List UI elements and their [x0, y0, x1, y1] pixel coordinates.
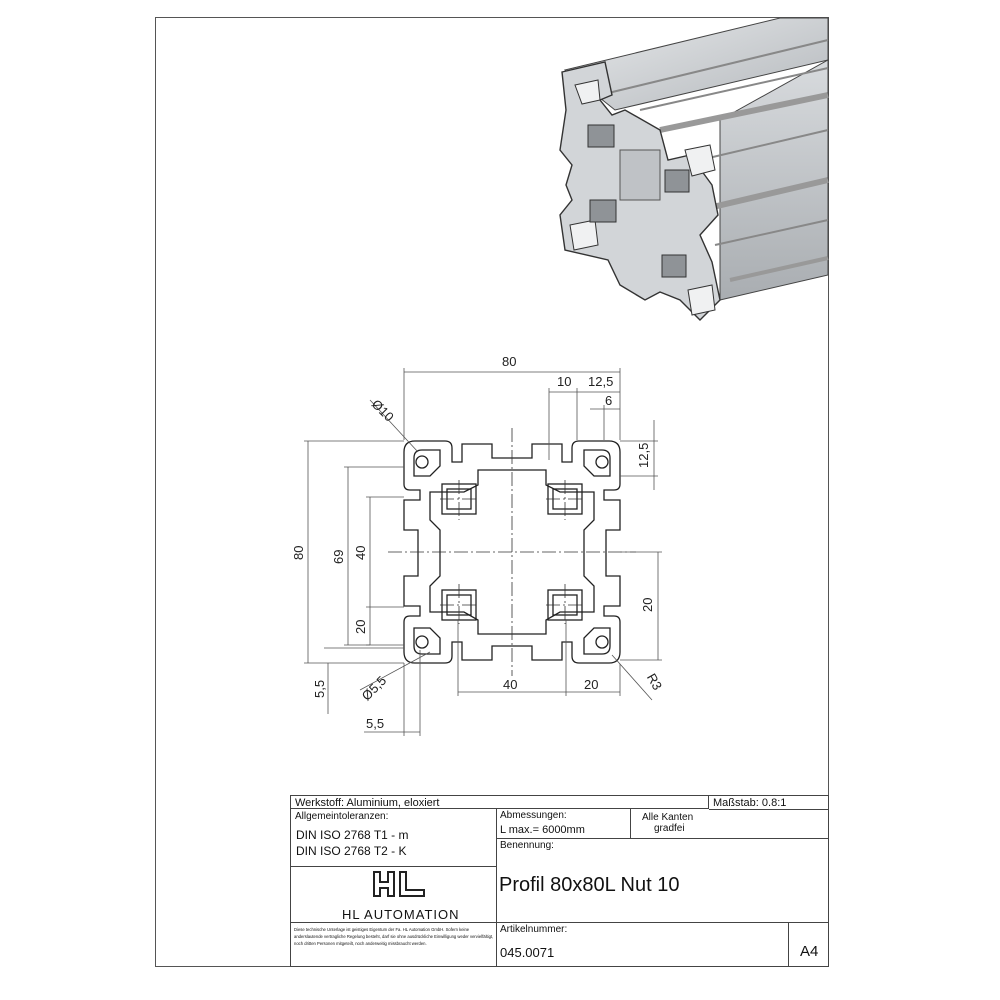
company-name: HL AUTOMATION: [342, 907, 460, 922]
dim-12-5-right: 12,5: [636, 442, 651, 468]
dim-diameter-10: Ø10: [368, 396, 397, 425]
dim-height-20-left: 20: [353, 619, 368, 634]
name-label: Benennung:: [500, 840, 554, 851]
length-max: L max.= 6000mm: [500, 824, 585, 836]
dim-radius-r3: R3: [643, 670, 666, 693]
dim-height-69: 69: [331, 549, 346, 564]
article-label: Artikelnummer:: [500, 924, 568, 935]
dim-height-40: 40: [353, 545, 368, 560]
dim-height-5-5: 5,5: [312, 679, 327, 698]
dim-height-20-right: 20: [640, 597, 655, 612]
dim-height-80: 80: [291, 545, 306, 560]
part-name: Profil 80x80L Nut 10: [499, 874, 680, 896]
dim-12-5-top: 12,5: [588, 374, 614, 389]
dim-diameter-5-5: Ø5,5: [358, 672, 390, 704]
dimensions-label: Abmessungen:: [500, 810, 567, 821]
legal-notice: Diese technische Unterlage ist geistiges Eigentum der Fa. HL Automation GmbH. Sofern keine anderslautende vertragliche Regelung besteht, darf sie ohne ausdrückliche Einwilligung weder vervielfältigt, noch dritten Personen mitgeteilt, noch anderweitig missbraucht werden.: [294, 927, 494, 946]
tolerances-label: Allgemeintoleranzen:: [295, 811, 389, 822]
dim-width-20: 20: [584, 677, 599, 692]
dim-slot-10: 10: [557, 374, 572, 389]
dim-width-80: 80: [502, 354, 517, 369]
article-number: 045.0071: [500, 945, 555, 960]
dim-width-5-5: 5,5: [366, 716, 385, 731]
tolerance-2: DIN ISO 2768 T2 - K: [296, 844, 407, 858]
dim-width-40: 40: [503, 677, 518, 692]
center-lines: [388, 428, 636, 676]
scale: Maßstab: 0.8:1: [713, 797, 787, 809]
edges-text-1: Alle Kanten: [642, 812, 694, 823]
material: Werkstoff: Aluminium, eloxiert: [295, 797, 440, 809]
edges-text-2: gradfei: [654, 823, 685, 834]
dim-6: 6: [605, 393, 613, 408]
sheet-size: A4: [800, 943, 819, 960]
tolerance-1: DIN ISO 2768 T1 - m: [296, 828, 409, 842]
